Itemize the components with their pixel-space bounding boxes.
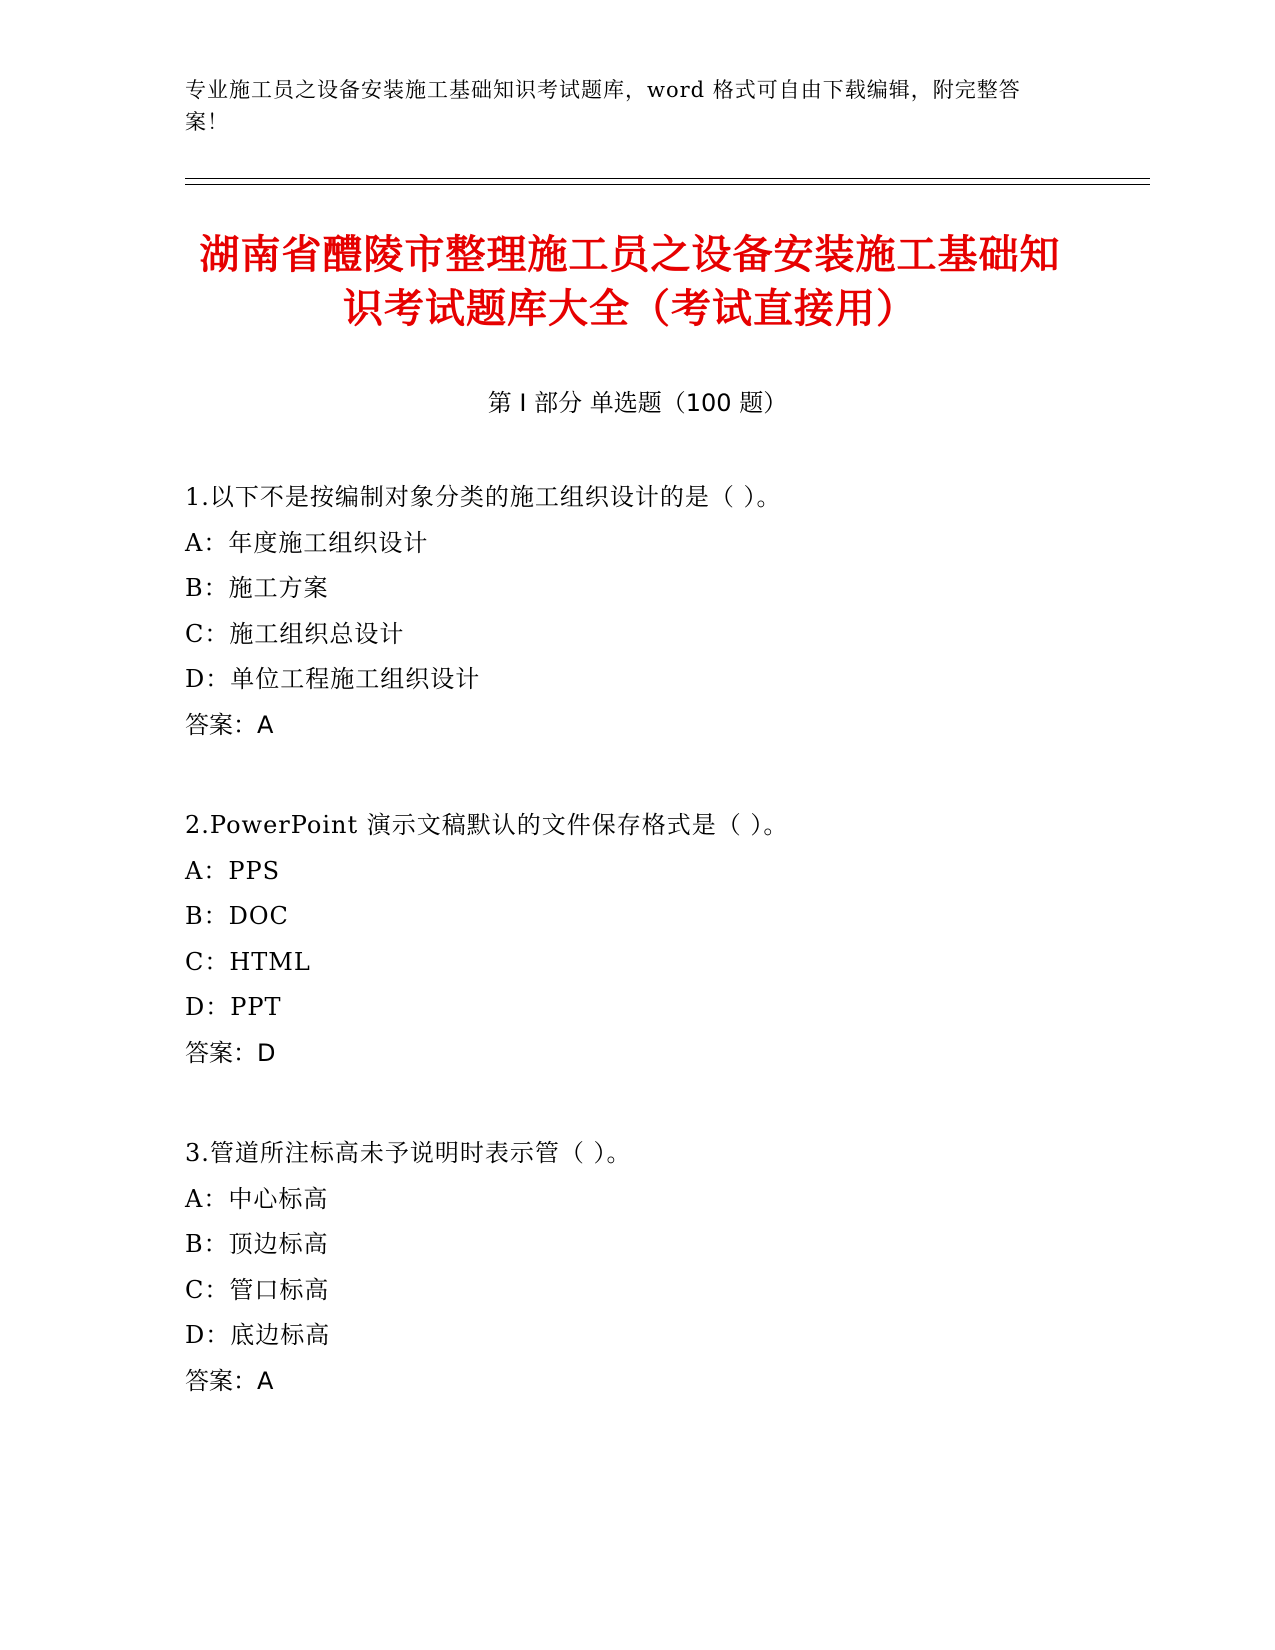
- option-c: C：HTML: [185, 947, 311, 976]
- answer: 答案：D: [185, 1038, 276, 1067]
- header-rule-bottom: [185, 184, 1150, 185]
- answer: 答案：A: [185, 710, 274, 739]
- option-b: B：DOC: [185, 902, 289, 930]
- option-d: D：底边标高: [185, 1321, 331, 1349]
- header-rule-top: [185, 178, 1150, 179]
- section-title: 第 I 部分 单选题（100 题）: [487, 389, 788, 417]
- option-a: A：中心标高: [185, 1184, 329, 1213]
- option-a: A：年度施工组织设计: [185, 528, 429, 557]
- answer: 答案：A: [185, 1366, 274, 1395]
- option-d: D：PPT: [185, 993, 282, 1021]
- question-stem: 1.以下不是按编制对象分类的施工组织设计的是（ ）。: [185, 483, 782, 511]
- option-c: C：施工组织总设计: [185, 619, 405, 648]
- option-c: C：管口标高: [185, 1275, 330, 1304]
- question-1: [185, 475, 1145, 748]
- option-a: A：PPS: [185, 856, 281, 885]
- question-2: [185, 803, 1145, 1076]
- question-list: [185, 475, 1145, 1459]
- option-b: B：施工方案: [185, 574, 329, 602]
- question-3: [185, 1131, 1145, 1404]
- document-title: 湖南省醴陵市整理施工员之设备安装施工基础知识考试题库大全（考试直接用）: [199, 232, 1061, 332]
- option-b: B：顶边标高: [185, 1230, 329, 1258]
- option-d: D：单位工程施工组织设计: [185, 665, 481, 693]
- header-note: 专业施工员之设备安装施工基础知识考试题库，word 格式可自由下载编辑，附完整答案！: [185, 78, 1021, 134]
- question-stem: 2.PowerPoint 演示文稿默认的文件保存格式是（ ）。: [185, 811, 789, 839]
- question-stem: 3.管道所注标高未予说明时表示管（ ）。: [185, 1139, 632, 1167]
